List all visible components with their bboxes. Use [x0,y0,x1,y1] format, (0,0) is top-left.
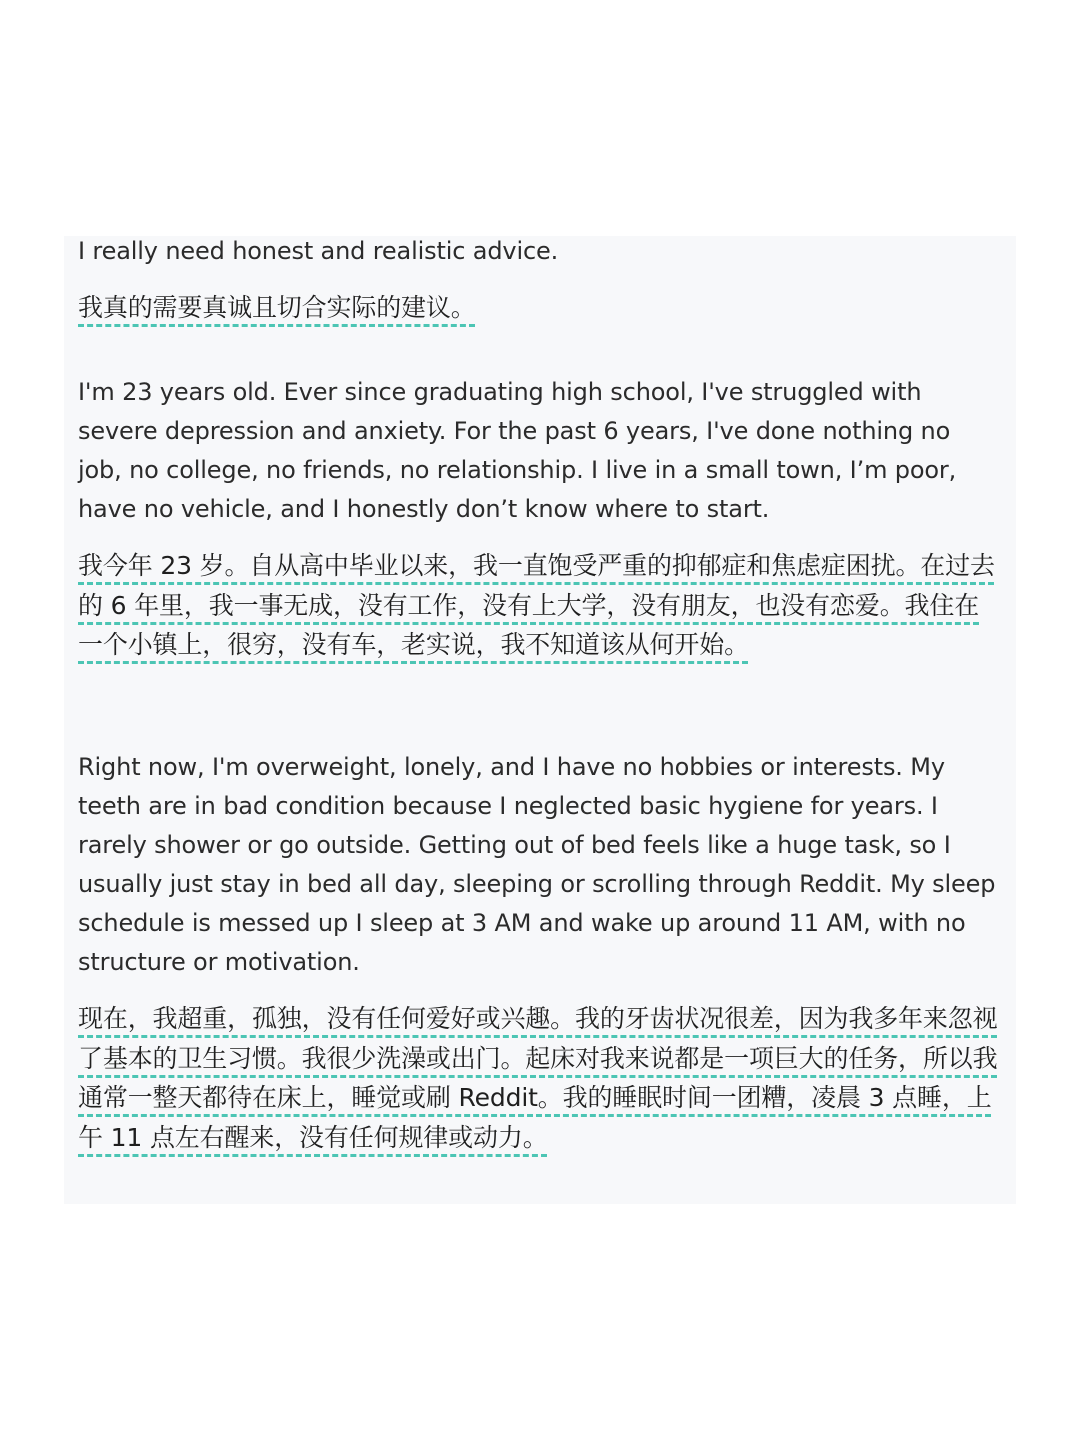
english-paragraph-1: I really need honest and realistic advice. [78,237,559,265]
english-paragraph-2: I'm 23 years old. Ever since graduating high school, I've struggled with severe depression and anxiety. For the past 6 years, I've done nothing no job, no college, no friends, no relationship. I live in a small town, I’m poor, have no vehicle, and I honestly don’t know where to start. [78,378,957,523]
chinese-translation-3 [78,999,1002,1157]
translation-card [64,236,1016,1204]
translation-text-3: 现在，我超重，孤独，没有任何爱好或兴趣。我的牙齿状况很差，因为我多年来忽视了基本的卫生习惯。我很少洗澡或出门。起床对我来说都是一项巨大的任务，所以我通常一整天都待在床上，睡觉或刷 Reddit。我的睡眠时间一团糟，凌晨 3 点睡，上午 11 点左右醒来，没有任何规律或动力。 [78,1004,998,1152]
translation-text-2: 我今年 23 岁。自从高中毕业以来，我一直饱受严重的抑郁症和焦虑症困扰。在过去的 6 年里，我一事无成，没有工作，没有上大学，没有朋友，也没有恋爱。我住在一个小镇上，很穷，没有车，老实说，我不知道该从何开始。 [78,551,995,659]
chinese-translation-1 [78,288,1002,328]
translation-text-1: 我真的需要真诚且切合实际的建议。 [78,293,476,322]
english-paragraph-3: Right now, I'm overweight, lonely, and I have no hobbies or interests. My teeth are in bad condition because I neglected basic hygiene for years. I rarely shower or go outside. Getting out of bed feels like a huge task, so I usually just stay in bed all day, sleeping or scrolling through Reddit. My sleep schedule is messed up I sleep at 3 AM and wake up around 11 AM, with no structure or motivation. [78,753,996,976]
chinese-translation-2 [78,546,1002,665]
